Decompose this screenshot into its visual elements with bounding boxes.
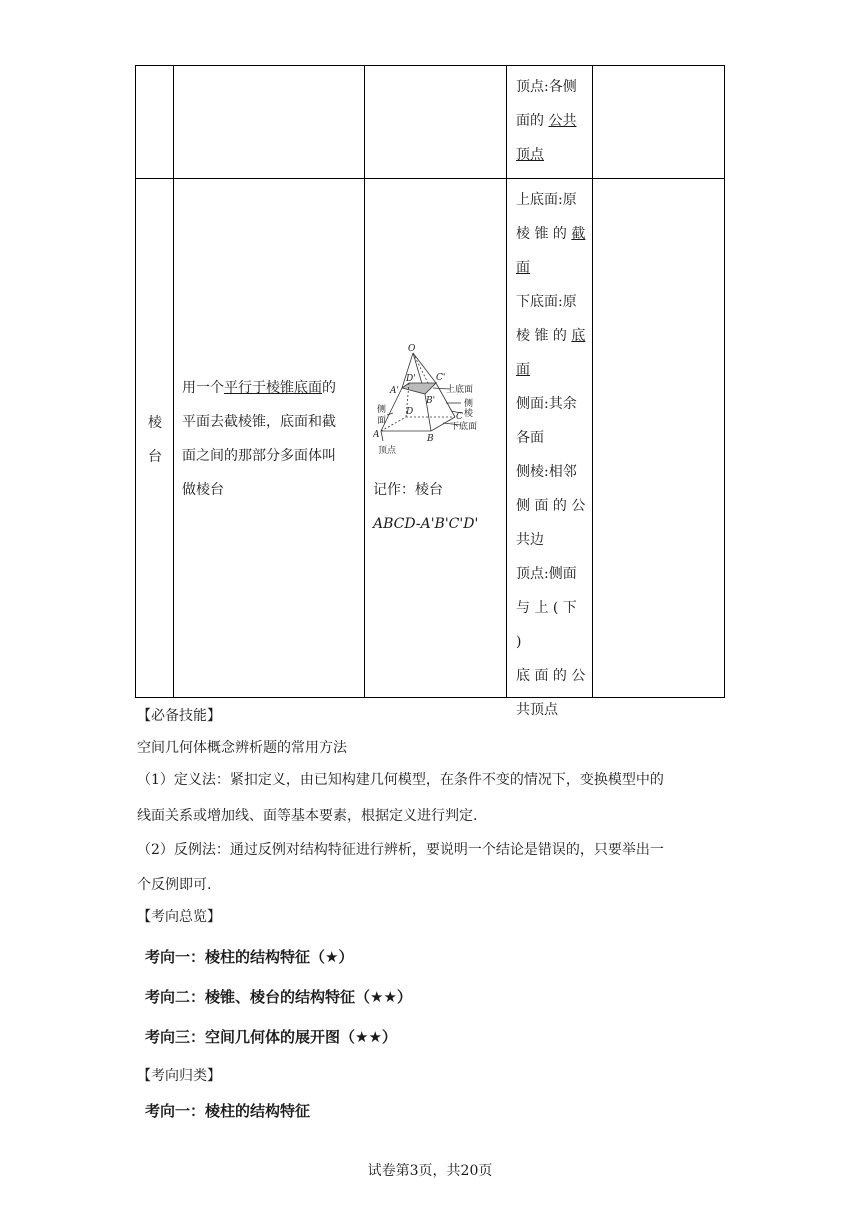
element-line: 侧 面 的 公: [516, 498, 586, 514]
element-line: 棱 锥 的 截: [516, 226, 586, 242]
label-Ap: A': [390, 386, 399, 396]
label-Dp: D': [406, 374, 416, 384]
element-line: 面: [516, 362, 530, 378]
row1-elements: [516, 70, 586, 172]
method2-line2: 个反例即可.: [137, 877, 212, 893]
row2-elements: [516, 183, 586, 727]
row2-notation: [373, 473, 503, 541]
notation-formula: ABCD-A'B'C'D': [373, 516, 479, 532]
method2-line1: （2）反例法：通过反例对结构特征进行辨析，要说明一个结论是错误的，只要举出一: [137, 842, 664, 858]
label-upper-base: 上底面: [446, 385, 474, 395]
label-vertex: 顶点: [378, 446, 397, 456]
element-line: 下底面:原: [516, 294, 577, 310]
row2-name: 棱 台: [148, 415, 162, 465]
element-line: 侧面:其余: [516, 396, 577, 412]
label-C: C: [456, 412, 463, 422]
element-line: 上底面:原: [516, 192, 577, 208]
label-D: D: [406, 407, 414, 417]
label-A: A: [373, 430, 380, 440]
skills-heading: 【必备技能】: [137, 708, 221, 724]
label-O: O: [408, 344, 416, 354]
label-side-right: 侧: [464, 399, 474, 409]
label-Cp: C': [436, 373, 446, 383]
element-line: 底 面 的 公: [516, 668, 586, 684]
element-line: 侧棱:相邻: [516, 464, 577, 480]
topic-2: 考向二：棱锥、棱台的结构特征（★★）: [145, 988, 412, 1006]
definition-line: 做棱台: [182, 482, 224, 498]
topic-1: 考向一：棱柱的结构特征（★）: [145, 948, 354, 966]
element-line: 顶点:各侧: [516, 79, 577, 95]
label-lower-base: 下底面: [450, 422, 478, 432]
label-side-left-1: 侧: [377, 405, 387, 415]
row2-definition: [182, 371, 358, 507]
notation-label: 记作：棱台: [373, 482, 443, 498]
definition-line: 用一个平行于棱锥底面的: [182, 380, 336, 396]
page-footer: 试卷第3页，共20页: [367, 1163, 493, 1179]
label-Bp: B': [426, 396, 436, 406]
element-line: 各面: [516, 430, 544, 446]
label-B: B: [427, 434, 434, 444]
element-line: 顶点:侧面: [516, 566, 577, 582]
overview-heading: 【考向总览】: [137, 909, 221, 925]
element-line: 与 上 ( 下 ): [516, 600, 577, 650]
definition-line: 面之间的那部分多面体叫: [182, 448, 336, 464]
topic-3: 考向三：空间几何体的展开图（★★）: [145, 1028, 397, 1046]
method1-line2: 线面关系或增加线、面等基本要素，根据定义进行判定.: [137, 808, 478, 824]
element-line: 共边: [516, 532, 544, 548]
element-line: 面: [516, 260, 530, 276]
element-line: 面的 公共: [516, 113, 577, 129]
label-side-left-2: 面: [377, 416, 387, 426]
label-edge: 棱: [464, 409, 474, 419]
element-line: 共顶点: [516, 702, 558, 718]
method1-line1: （1）定义法：紧扣定义，由已知构建几何模型，在条件不变的情况下，变换模型中的: [137, 772, 664, 788]
category-topic-1: 考向一：棱柱的结构特征: [145, 1102, 311, 1120]
category-heading: 【考向归类】: [137, 1068, 221, 1084]
element-line: 棱 锥 的 底: [516, 328, 586, 344]
element-line: 顶点: [516, 147, 544, 163]
definition-line: 平面去截棱锥，底面和截: [182, 414, 336, 430]
skills-title: 空间几何体概念辨析题的常用方法: [137, 740, 347, 756]
frustum-figure: [373, 343, 488, 465]
